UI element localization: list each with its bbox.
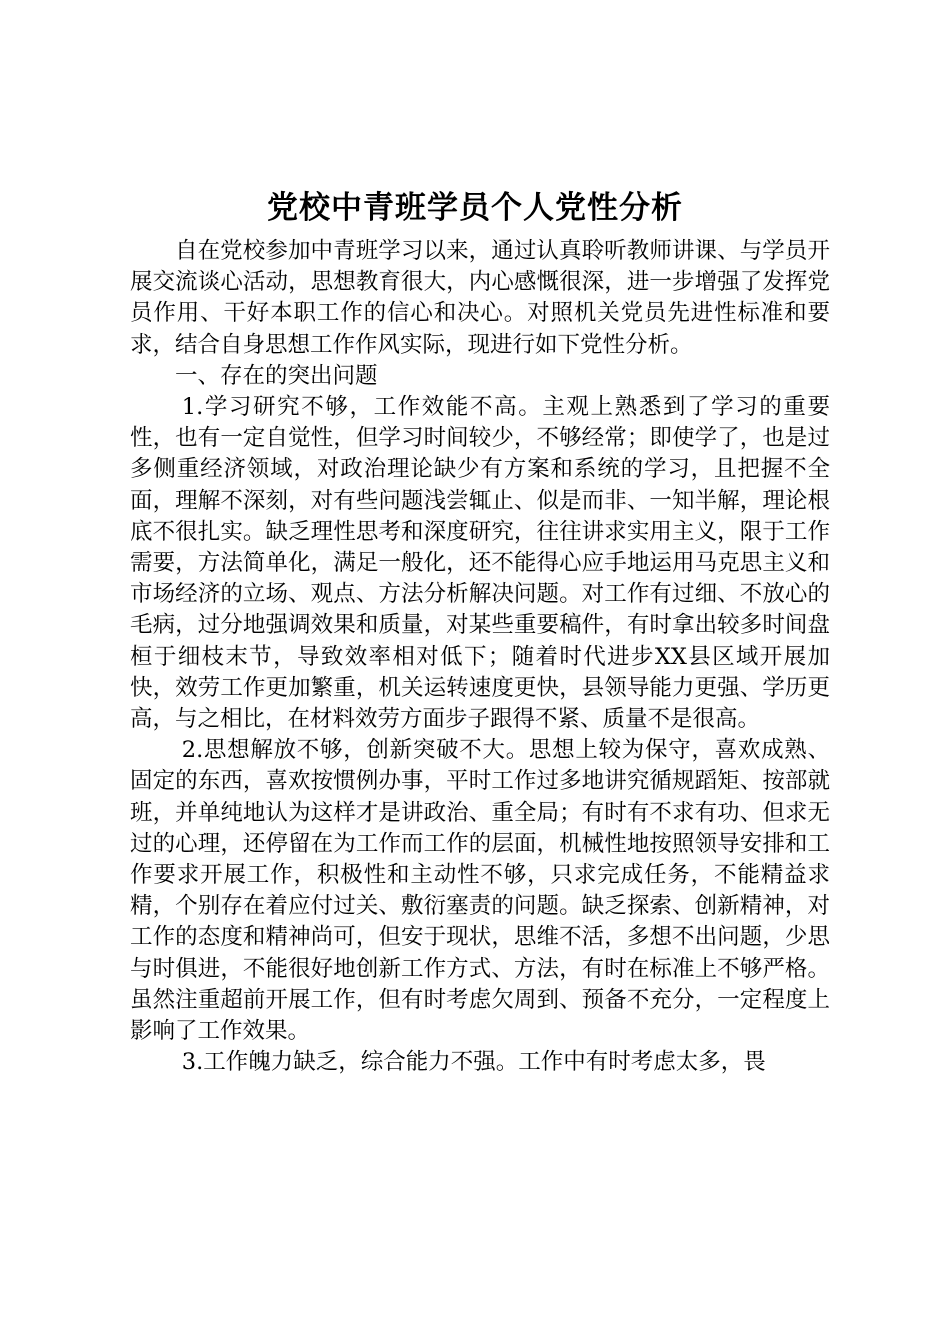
section-heading: 一、存在的突出问题 [175,362,378,389]
document-body [130,236,830,1078]
page-title: 党校中青班学员个人党性分析 [267,190,683,226]
problem-item-2: 2.思想解放不够，创新突破不大。思想上较为保守，喜欢成熟、固定的东西，喜欢按惯例办事，平时工作过多地讲究循规蹈矩、按部就班，并单纯地认为这样才是讲政治、重全局；有时有不求有功、但求无过的心理，还停留在为工作而工作的层面，机械性地按照领导安排和工作要求开展工作，积极性和主动性不够，只求完成任务，不能精益求精，个别存在着应付过关、敷衍塞责的问题。缺乏探索、创新精神，对工作的态度和精神尚可，但安于现状，思维不活，多想不出问题，少思与时俱进，不能很好地创新工作方式、方法，有时在标准上不够严格。虽然注重超前开展工作，但有时考虑欠周到、预备不充分，一定程度上影响了工作效果。 [130,737,830,1045]
problem-item-3: 3.工作魄力缺乏，综合能力不强。工作中有时考虑太多，畏 [181,1049,766,1076]
intro-paragraph: 自在党校参加中青班学习以来，通过认真聆听教师讲课、与学员开展交流谈心活动，思想教育很大，内心感慨很深，进一步增强了发挥党员作用、干好本职工作的信心和决心。对照机关党员先进性标准和要求，结合自身思想工作作风实际，现进行如下党性分析。 [130,238,830,358]
problem-item-1: 1.学习研究不够，工作效能不高。主观上熟悉到了学习的重要性，也有一定自觉性，但学习时间较少，不够经常；即使学了，也是过多侧重经济领域，对政治理论缺少有方案和系统的学习，且把握不全面，理解不深刻，对有些问题浅尝辄止、似是而非、一知半解，理论根底不很扎实。缺乏理性思考和深度研究，往往讲求实用主义，限于工作需要，方法简单化，满足一般化，还不能得心应手地运用马克思主义和市场经济的立场、观点、方法分析解决问题。对工作有过细、不放心的毛病，过分地强调效果和质量，对某些重要稿件，有时拿出较多时间盘桓于细枝末节，导致效率相对低下；随着时代进步XX县区域开展加快，效劳工作更加繁重，机关运转速度更快，县领导能力更强、学历更高，与之相比，在材料效劳方面步子跟得不紧、质量不是很高。 [130,394,830,733]
